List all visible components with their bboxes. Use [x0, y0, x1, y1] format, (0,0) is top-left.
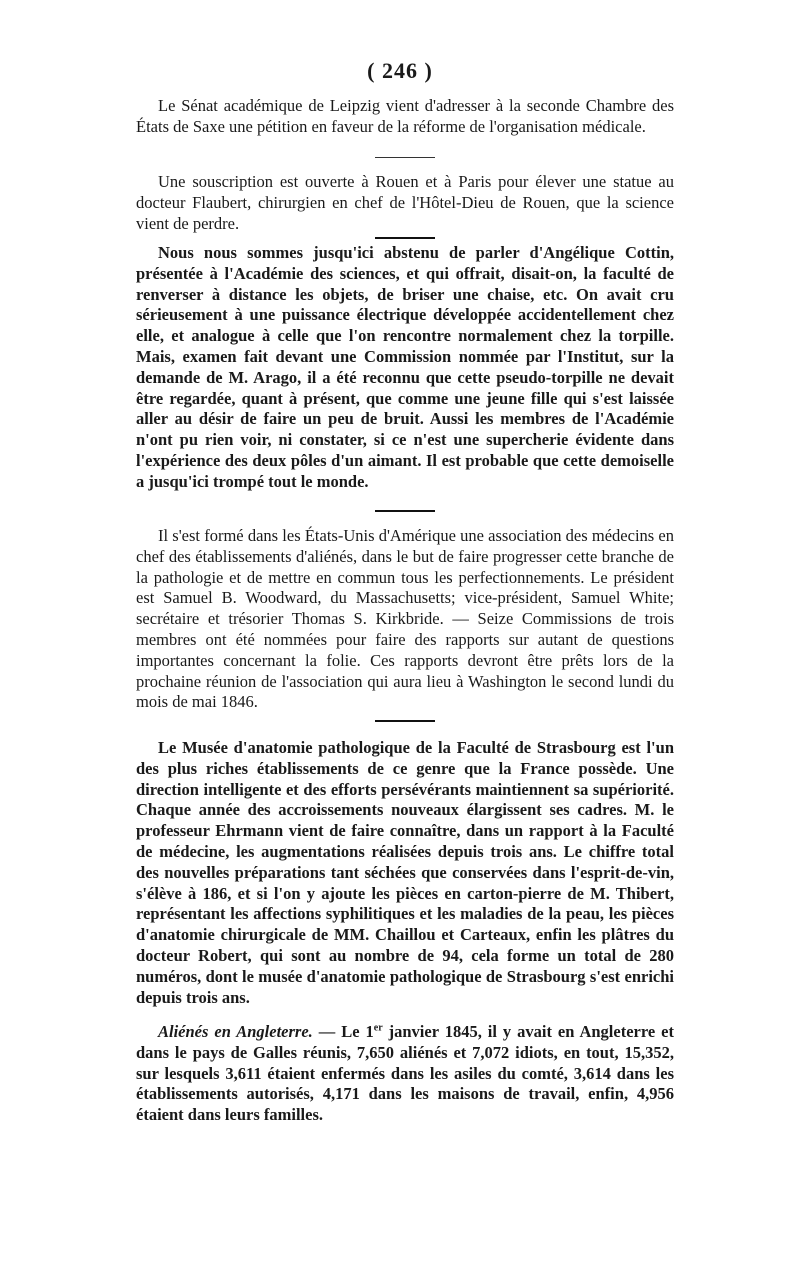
section-rule	[375, 157, 435, 158]
article-musee-strasbourg	[136, 738, 674, 1008]
paragraph-alienes-angleterre	[136, 1022, 674, 1126]
article-alienes-angleterre	[136, 1022, 674, 1126]
paragraph-senat-leipzig: Le Sénat académique de Leipzig vient d'adresser à la seconde Chambre des États de Saxe une pétition en faveur de la réforme de l'organisation médicale.	[136, 96, 674, 136]
paragraph-musee-strasbourg: Le Musée d'anatomie pathologique de la Faculté de Strasbourg est l'un des plus riches établissements de ce genre que la France possède. Une direction intelligente et des efforts persévérants maintiennent sa supériorité. Chaque année des accroissements nouveaux élargissent ses cadres. M. le professeur Ehrmann vient de faire connaître, dans un rapport à la Faculté de médecine, les augmentations réalisées depuis trois ans. Le chiffre total des nouvelles préparations tant séchées que conservées dans l'esprit-de-vin, s'élève à 186, et si l'on y ajoute les pièces en carton-pierre de M. Thibert, représentant les affections syphilitiques et les maladies de la peau, les pièces d'anatomie chirurgicale de MM. Chaillou et Carteaux, enfin les plâtres du docteur Robert, qui sont au nombre de 94, cela forme un total de 280 numéros, dont le musée d'anatomie pathologique de Strasbourg s'est enrichi depuis trois ans.	[136, 738, 674, 1007]
section-rule	[375, 237, 435, 239]
separator-1	[136, 157, 674, 158]
paragraph-flaubert: Une souscription est ouverte à Rouen et à Paris pour élever une statue au docteur Flaubert, chirurgien en chef de l'Hôtel-Dieu de Rouen, que la science vient de perdre.	[136, 172, 674, 233]
separator-3	[136, 510, 674, 512]
paragraph-cottin: Nous nous sommes jusqu'ici abstenu de parler d'Angélique Cottin, présentée à l'Académie des sciences, et qui offrait, disait-on, la faculté de renverser à distance les objets, de briser une chaise, etc. On avait cru sérieusement à une puissance électrique développée accidentellement chez elle, et analogue à celle que l'on rencontre normalement chez la torpille. Mais, examen fait devant une Commission nommée par l'Institut, sur la demande de M. Arago, il a été reconnu que cette pseudo-torpille ne devait être regardée, quant à présent, que comme une jeune fille qui s'est laissée aller au désir de faire un peu de bruit. Aussi les membres de l'Académie n'ont pu rien voir, ni constater, si ce n'est une supercherie évidente dans l'expérience des deux pôles d'un aimant. Il est probable que cette demoiselle a jusqu'ici trompé tout le monde.	[136, 243, 674, 491]
article-cottin	[136, 243, 674, 493]
article-senat-leipzig	[136, 96, 674, 138]
separator-2	[136, 237, 674, 239]
paragraph-text-rest: janvier 1845, il y avait en Angleterre et dans le pays de Galles réunis, 7,650 aliénés et 7,072 idiots, en tout, 15,352, sur lesquels 3,611 étaient enfermés dans les asiles du comté, 3,614 dans les établissements autorisés, 4,171 dans les maisons de travail, enfin, 4,956 étaient dans leurs familles.	[136, 1022, 674, 1125]
separator-4	[136, 720, 674, 722]
article-flaubert	[136, 172, 674, 234]
page-number: ( 246 )	[367, 58, 433, 83]
section-rule	[375, 510, 435, 512]
paragraph-text-start: — Le 1	[312, 1022, 374, 1041]
article-etats-unis	[136, 526, 674, 713]
section-rule	[375, 720, 435, 722]
paragraph-etats-unis: Il s'est formé dans les États-Unis d'Amérique une association des médecins en chef des établissements d'aliénés, dans le but de faire progresser cette branche de la pathologie et de mettre en commun tous les perfectionnements. Le président est Samuel B. Woodward, du Massachusetts; vice-président, Samuel White; secrétaire et trésorier Thomas S. Kirkbride. — Seize Commissions de trois membres ont été nommées pour faire des rapports sur autant de questions importantes concernant la folie. Ces rapports devront être prêts lors de la prochaine réunion de l'association qui aura lieu à Washington le second lundi du mois de mai 1846.	[136, 526, 674, 712]
ordinal-superscript: er	[373, 1022, 383, 1034]
run-in-heading: Aliénés en Angleterre.	[158, 1022, 313, 1041]
